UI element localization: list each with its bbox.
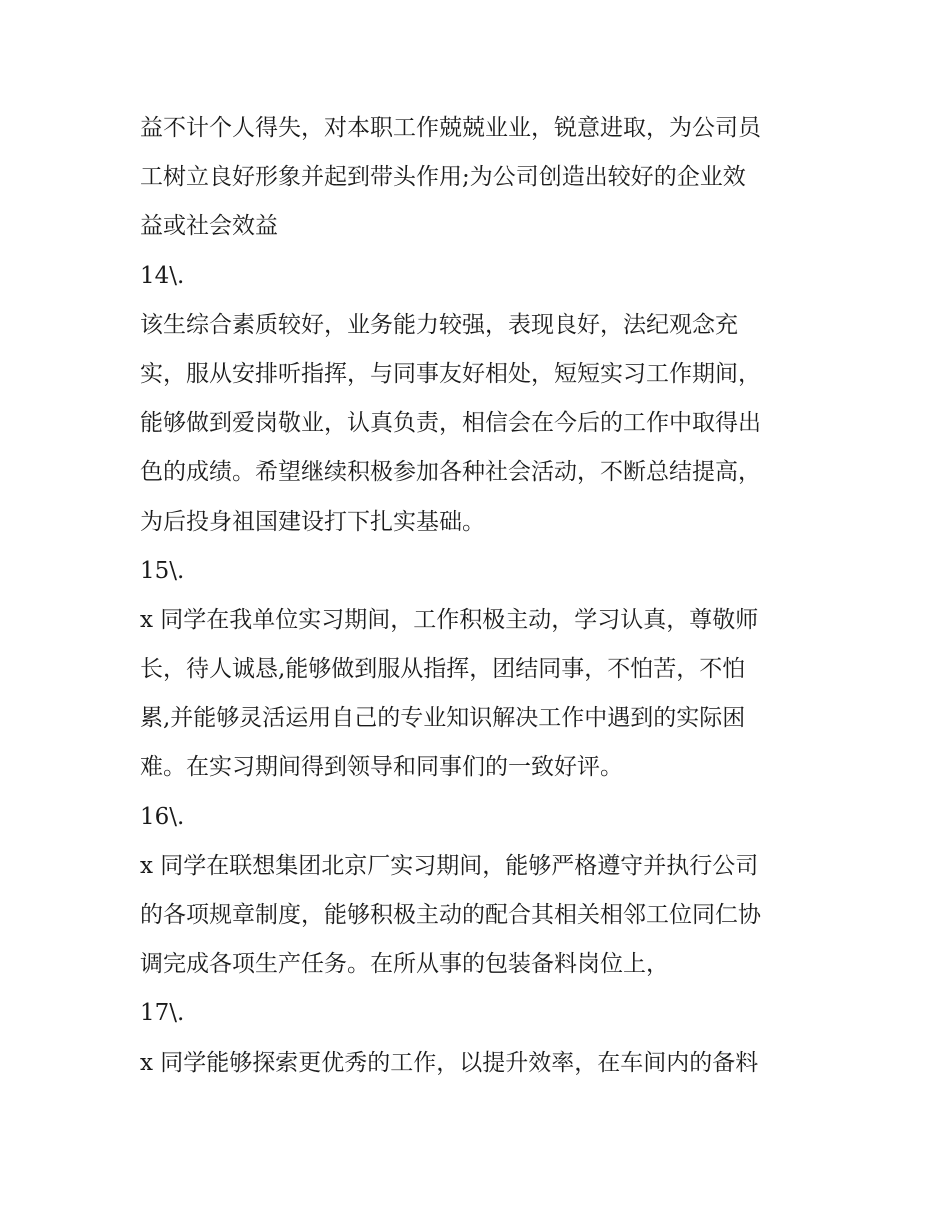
paragraph-line: 能够做到爱岗敬业，认真负责，相信会在今后的工作中取得出 bbox=[140, 410, 761, 437]
paragraph-line: 益或社会效益 bbox=[140, 213, 278, 240]
paragraph-line: 益不计个人得失，对本职工作兢兢业业，锐意进取，为公司员 bbox=[140, 115, 761, 141]
paragraph-line: x 同学能够探索更优秀的工作，以提升效率，在车间内的备料 bbox=[140, 1049, 759, 1076]
paragraph-line: x 同学在我单位实习期间，工作积极主动，学习认真，尊敬师 bbox=[140, 606, 759, 633]
paragraph-line: x 同学在联想集团北京厂实习期间，能够严格遵守并执行公司 bbox=[140, 852, 759, 879]
item-number-15: 15\. bbox=[140, 557, 185, 584]
paragraph-line: 为后投身祖国建设打下扎实基础。 bbox=[140, 508, 485, 535]
paragraph-line: 工树立良好形象并起到带头作用;为公司创造出较好的企业效 bbox=[140, 164, 746, 191]
item-number-14: 14\. bbox=[140, 262, 185, 289]
item-number-17: 17\. bbox=[140, 1000, 185, 1027]
paragraph-line: 该生综合素质较好，业务能力较强，表现良好，法纪观念充 bbox=[140, 311, 738, 338]
paragraph-line: 色的成绩。希望继续积极参加各种社会活动，不断总结提高， bbox=[140, 459, 761, 486]
paragraph-line: 长，待人诚恳,能够做到服从指挥，团结同事，不怕苦，不怕 bbox=[140, 656, 746, 683]
document-body bbox=[140, 104, 820, 1088]
paragraph-line: 调完成各项生产任务。在所从事的包装备料岗位上， bbox=[140, 951, 669, 978]
paragraph-line: 难。在实习期间得到领导和同事们的一致好评。 bbox=[140, 754, 623, 781]
paragraph-line: 实，服从安排听指挥，与同事友好相处，短短实习工作期间， bbox=[140, 360, 761, 387]
paragraph-line: 累,并能够灵活运用自己的专业知识解决工作中遇到的实际困 bbox=[140, 705, 746, 732]
item-number-16: 16\. bbox=[140, 803, 185, 830]
paragraph-line: 的各项规章制度，能够积极主动的配合其相关相邻工位同仁协 bbox=[140, 902, 761, 928]
